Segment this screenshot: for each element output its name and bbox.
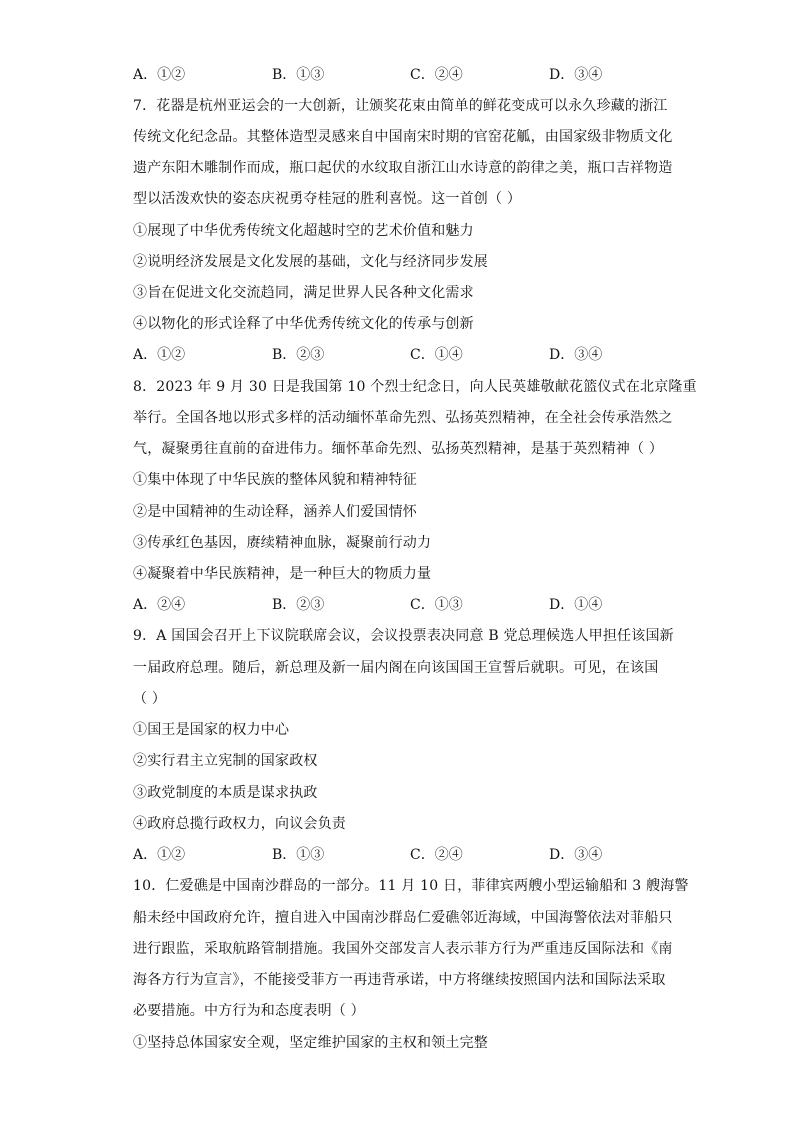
- q6-option-c: C．②④: [410, 67, 463, 83]
- q7-option-b: B．②③: [272, 347, 325, 363]
- q7-item-1: ①展现了中华优秀传统文化超越时空的艺术价值和魅力: [133, 223, 474, 239]
- q8-item-1: ①集中体现了中华民族的整体风貌和精神特征: [133, 472, 417, 488]
- q7-stem-line: 型以活泼欢快的姿态庆祝勇夺桂冠的胜利喜悦。这一首创（ ）: [133, 191, 522, 207]
- q10-stem-line: 船未经中国政府允许，擅自进入中国南沙群岛仁爱礁邻近海域，中国海警依法对菲船只: [133, 910, 673, 926]
- q10-item-1: ①坚持总体国家安全观，坚定维护国家的主权和领土完整: [133, 1035, 488, 1051]
- q9-item-2: ②实行君主立宪制的国家政权: [133, 753, 318, 769]
- q8-item-4: ④凝聚着中华民族精神，是一种巨大的物质力量: [133, 566, 432, 582]
- q8-option-a: A．②④: [133, 597, 186, 613]
- q7-option-a: A．①②: [133, 347, 186, 363]
- q9-item-3: ③政党制度的本质是谋求执政: [133, 785, 318, 801]
- q9-option-d: D．③④: [549, 847, 603, 863]
- q8-stem-line: 气，凝聚勇往直前的奋进伟力。缅怀革命先烈、弘扬英烈精神，是基于英烈精神（ ）: [133, 441, 664, 457]
- q7-stem-line: 遗产东阳木雕制作而成，瓶口起伏的水纹取自浙江山水诗意的韵律之美，瓶口吉祥物造: [133, 160, 673, 176]
- q6-options: [133, 65, 663, 85]
- q8-options: [133, 595, 663, 615]
- q10-stem-line: 必要措施。中方行为和态度表明（ ）: [133, 1003, 365, 1019]
- q7-item-2: ②说明经济发展是文化发展的基础，文化与经济同步发展: [133, 254, 488, 270]
- q10-stem-line: 海各方行为宣言》，不能接受菲方一再违背承诺，中方将继续按照国内法和国际法采取: [133, 972, 666, 988]
- q6-option-d: D．③④: [549, 67, 603, 83]
- q10-stem-line: 10．仁爱礁是中国南沙群岛的一部分。11 月 10 日，菲律宾两艘小型运输船和 3 艘海警: [133, 878, 689, 894]
- q7-item-3: ③旨在促进文化交流趋同，满足世界人民各种文化需求: [133, 285, 474, 301]
- q6-option-b: B．①③: [272, 67, 325, 83]
- q9-item-1: ①国王是国家的权力中心: [133, 722, 290, 738]
- q7-stem-line: 7．花器是杭州亚运会的一大创新，让颁奖花束由简单的鲜花变成可以永久珍藏的浙江: [133, 98, 668, 114]
- q9-option-a: A．①②: [133, 847, 186, 863]
- q7-item-4: ④以物化的形式诠释了中华优秀传统文化的传承与创新: [133, 316, 474, 332]
- q6-option-a: A．①②: [133, 67, 186, 83]
- q9-option-b: B．①③: [272, 847, 325, 863]
- q8-option-c: C．①③: [410, 597, 463, 613]
- q8-stem-line: 举行。全国各地以形式多样的活动缅怀革命先烈、弘扬英烈精神，在全社会传承浩然之: [133, 410, 673, 426]
- q10-stem-line: 进行跟监，采取航路管制措施。我国外交部发言人表示菲方行为严重违反国际法和《南: [133, 941, 673, 957]
- q7-stem-line: 传统文化纪念品。其整体造型灵感来自中国南宋时期的官窑花觚，由国家级非物质文化: [133, 129, 673, 145]
- q9-stem-line: 9．A 国国会召开上下议院联席会议，会议投票表决同意 B 党总理候选人甲担任该国新: [133, 628, 674, 644]
- q7-option-c: C．①④: [410, 347, 463, 363]
- q7-option-d: D．③④: [549, 347, 603, 363]
- q8-option-d: D．①④: [549, 597, 603, 613]
- q9-stem-line: （ ）: [133, 691, 167, 707]
- q8-item-2: ②是中国精神的生动诠释，涵养人们爱国情怀: [133, 504, 417, 520]
- q9-option-c: C．②④: [410, 847, 463, 863]
- q8-option-b: B．②③: [272, 597, 325, 613]
- q7-options: [133, 345, 663, 365]
- q9-item-4: ④政府总揽行政权力，向议会负责: [133, 816, 346, 832]
- q9-options: [133, 845, 663, 865]
- q8-item-3: ③传承红色基因，赓续精神血脉，凝聚前行动力: [133, 535, 432, 551]
- q9-stem-line: 一届政府总理。随后，新总理及新一届内阁在向该国国王宣誓后就职。可见，在该国: [133, 660, 659, 676]
- q8-stem-line: 8．2023 年 9 月 30 日是我国第 10 个烈士纪念日，向人民英雄敬献花篮仪式在北京隆重: [133, 379, 697, 395]
